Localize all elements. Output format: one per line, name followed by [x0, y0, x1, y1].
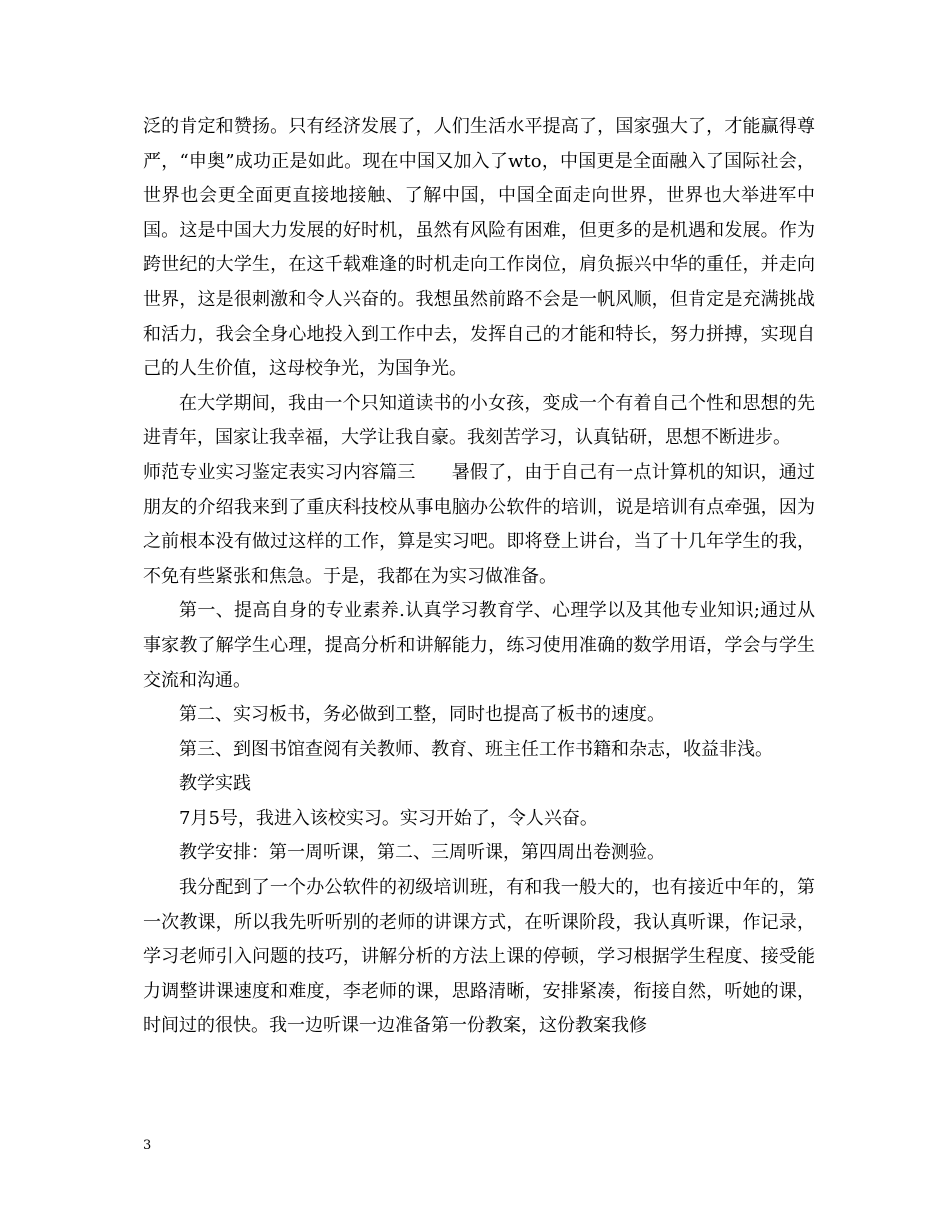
- paragraph-university: 在大学期间，我由一个只知道读书的小女孩，变成一个有着自己个性和思想的先进青年，国家让我幸福，大学让我自豪。我刻苦学习，认真钻研，思想不断进步。: [143, 392, 815, 449]
- paragraph-schedule: 教学安排：第一周听课，第二、三周听课，第四周出卷测验。: [179, 842, 665, 864]
- subheading-teaching-practice: 教学实践: [179, 773, 251, 795]
- paragraph-start-date: 7月5号，我进入该校实习。实习开始了，令人兴奋。: [179, 807, 598, 829]
- paragraph-economy: 泛的肯定和赞扬。只有经济发展了，人们生活水平提高了，国家强大了，才能赢得尊严，“申奥”成功正是如此。现在中国又加入了wto，中国更是全面融入了国际社会，世界也会更全面更直接地接触、了解中国，中国全面走向世界，世界也大举进军中国。这是中国大力发展的好时机，虽然有风险有困难，但更多的是机遇和发展。作为跨世纪的大学生，在这千载难逢的时机走向工作岗位，肩负振兴中华的重任，并走向世界，这是很刺激和令人兴奋的。我想虽然前路不会是一帆风顺，但肯定是充满挑战和活力，我会全身心地投入到工作中去，发挥自己的才能和特长，努力拼搏，实现自己的人生价值，这母校争光，为国争光。: [143, 116, 815, 380]
- paragraph-first-point: 第一、提高自身的专业素养.认真学习教育学、心理学以及其他专业知识;通过从事家教了解学生心理，提高分析和讲解能力，练习使用准确的数学用语，学会与学生交流和沟通。: [143, 600, 815, 691]
- document-body: [143, 110, 815, 1044]
- paragraph-class-assignment: 我分配到了一个办公软件的初级培训班，有和我一般大的，也有接近中年的，第一次教课，所以我先听听别的老师的讲课方式，在听课阶段，我认真听课，作记录，学习老师引入问题的技巧，讲解分析的方法上课的停顿，学习根据学生程度、接受能力调整讲课速度和难度，李老师的课，思路清晰，安排紧凑，衔接自然，听她的课，时间过的很快。我一边听课一边准备第一份教案，这份教案我修: [143, 877, 815, 1037]
- section-first-paragraph: 暑假了，由于自己有一点计算机的知识，通过朋友的介绍我来到了重庆科技校从事电脑办公软件的培训，说是培训有点牵强，因为之前根本没有做过这样的工作，算是实习吧。即将登上讲台，当了十几年学生的我，不免有些紧张和焦急。于是，我都在为实习做准备。: [143, 461, 816, 587]
- section-paragraph: [143, 456, 815, 594]
- paragraph-second-point: 第二、实习板书，务必做到工整，同时也提高了板书的速度。: [179, 704, 665, 726]
- page-number: 3: [143, 1138, 152, 1153]
- paragraph-third-point: 第三、到图书馆查阅有关教师、教育、班主任工作书籍和杂志，收益非浅。: [179, 738, 773, 760]
- section-title: 师范专业实习鉴定表实习内容篇三: [143, 461, 416, 483]
